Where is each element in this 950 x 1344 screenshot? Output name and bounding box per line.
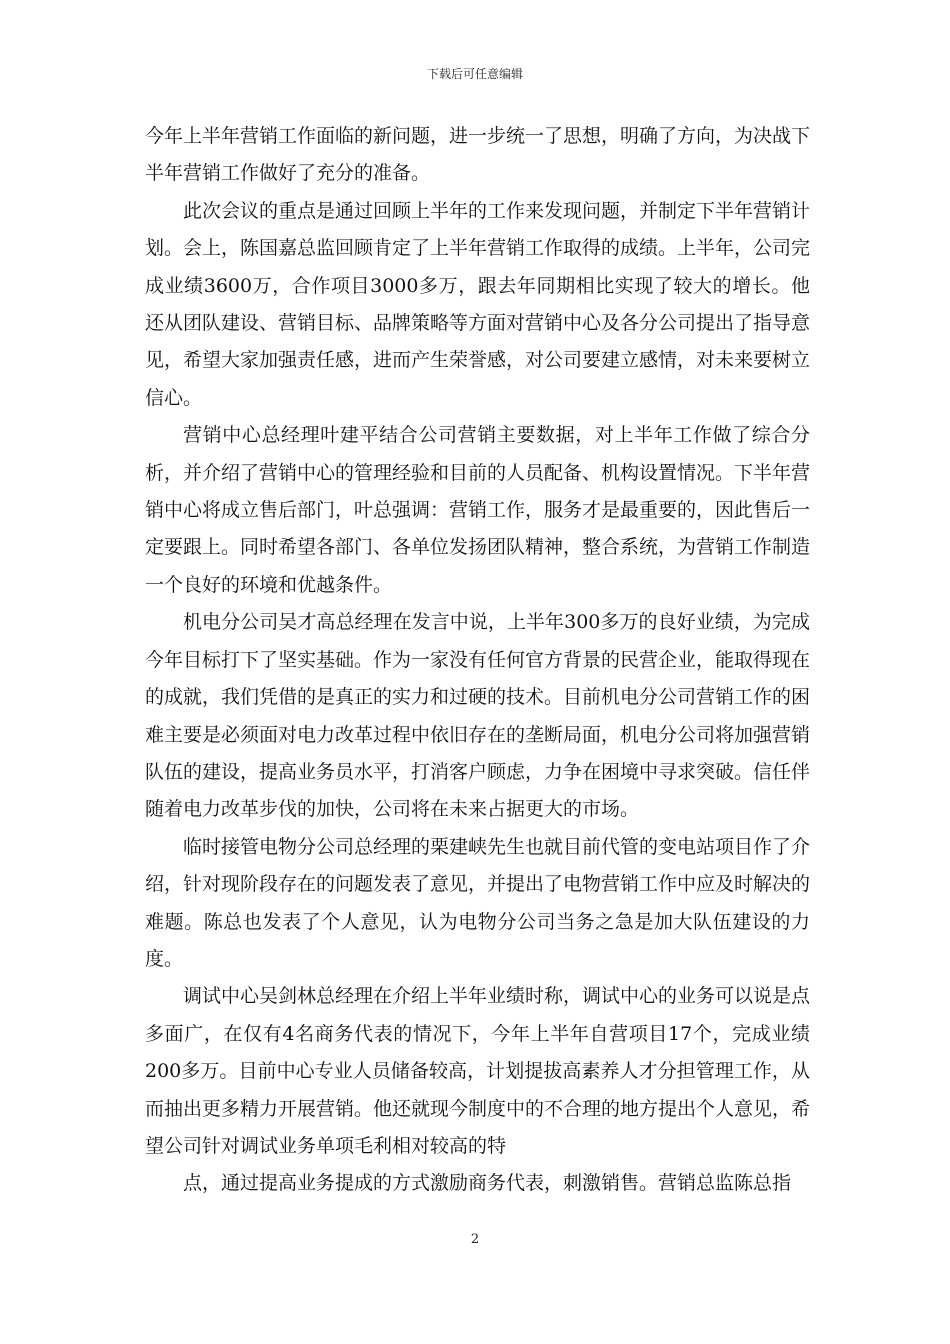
page-number: 2: [470, 1232, 480, 1247]
page-header: 下载后可任意编辑: [426, 67, 523, 81]
paragraph-debugging-center: 调试中心吴剑林总经理在介绍上半年业绩时称，调试中心的业务可以说是点多面广，在仅有4名商务代表的情况下，今年上半年自营项目17个，完成业绩200多万。目前中心专业人员储备较高，计划提拔高素养人才分担管理工作，从而抽出更多精力开展营销。他还就现今制度中的不合理的地方提出个人意见，希望公司针对调试业务单项毛利相对较高的特: [145, 985, 811, 1157]
paragraph-marketing-center: 营销中心总经理叶建平结合公司营销主要数据，对上半年工作做了综合分析，并介绍了营销中心的管理经验和目前的人员配备、机构设置情况。下半年营销中心将成立售后部门，叶总强调：营销工作，服务才是最重要的，因此售后一定要跟上。同时希望各部门、各单位发扬团队精神，整合系统，为营销工作制造一个良好的环境和优越条件。: [145, 424, 811, 596]
paragraph-trailing: 点，通过提高业务提成的方式激励商务代表，刺激销售。营销总监陈总指: [183, 1172, 792, 1195]
paragraph-continuation: 今年上半年营销工作面临的新问题，进一步统一了思想，明确了方向，为决战下半年营销工作做好了充分的准备。: [145, 125, 811, 185]
paragraph-electromechanical-branch: 机电分公司吴才高总经理在发言中说，上半年300多万的良好业绩，为完成今年目标打下了坚实基础。作为一家没有任何官方背景的民营企业，能取得现在的成就，我们凭借的是真正的实力和过硬的技术。目前机电分公司营销工作的困难主要是必须面对电力改革过程中依旧存在的垄断局面，机电分公司将加强营销队伍的建设，提高业务员水平，打消客户顾虑，力争在困境中寻求突破。信任伴随着电力改革步伐的加快，公司将在未来占据更大的市场。: [145, 611, 811, 821]
document-body: [145, 118, 810, 1203]
paragraph-meeting-focus: 此次会议的重点是通过回顾上半年的工作来发现问题，并制定下半年营销计划。会上，陈国嘉总监回顾肯定了上半年营销工作取得的成绩。上半年，公司完成业绩3600万，合作项目3000多万，跟去年同期相比实现了较大的增长。他还从团队建设、营销目标、品牌策略等方面对营销中心及各分公司提出了指导意见，希望大家加强责任感，进而产生荣誉感，对公司要建立感情，对未来要树立信心。: [145, 199, 811, 409]
paragraph-electrical-branch: 临时接管电物分公司总经理的栗建峡先生也就目前代管的变电站项目作了介绍，针对现阶段存在的问题发表了意见，并提出了电物营销工作中应及时解决的难题。陈总也发表了个人意见，认为电物分公司当务之急是加大队伍建设的力度。: [145, 835, 811, 970]
